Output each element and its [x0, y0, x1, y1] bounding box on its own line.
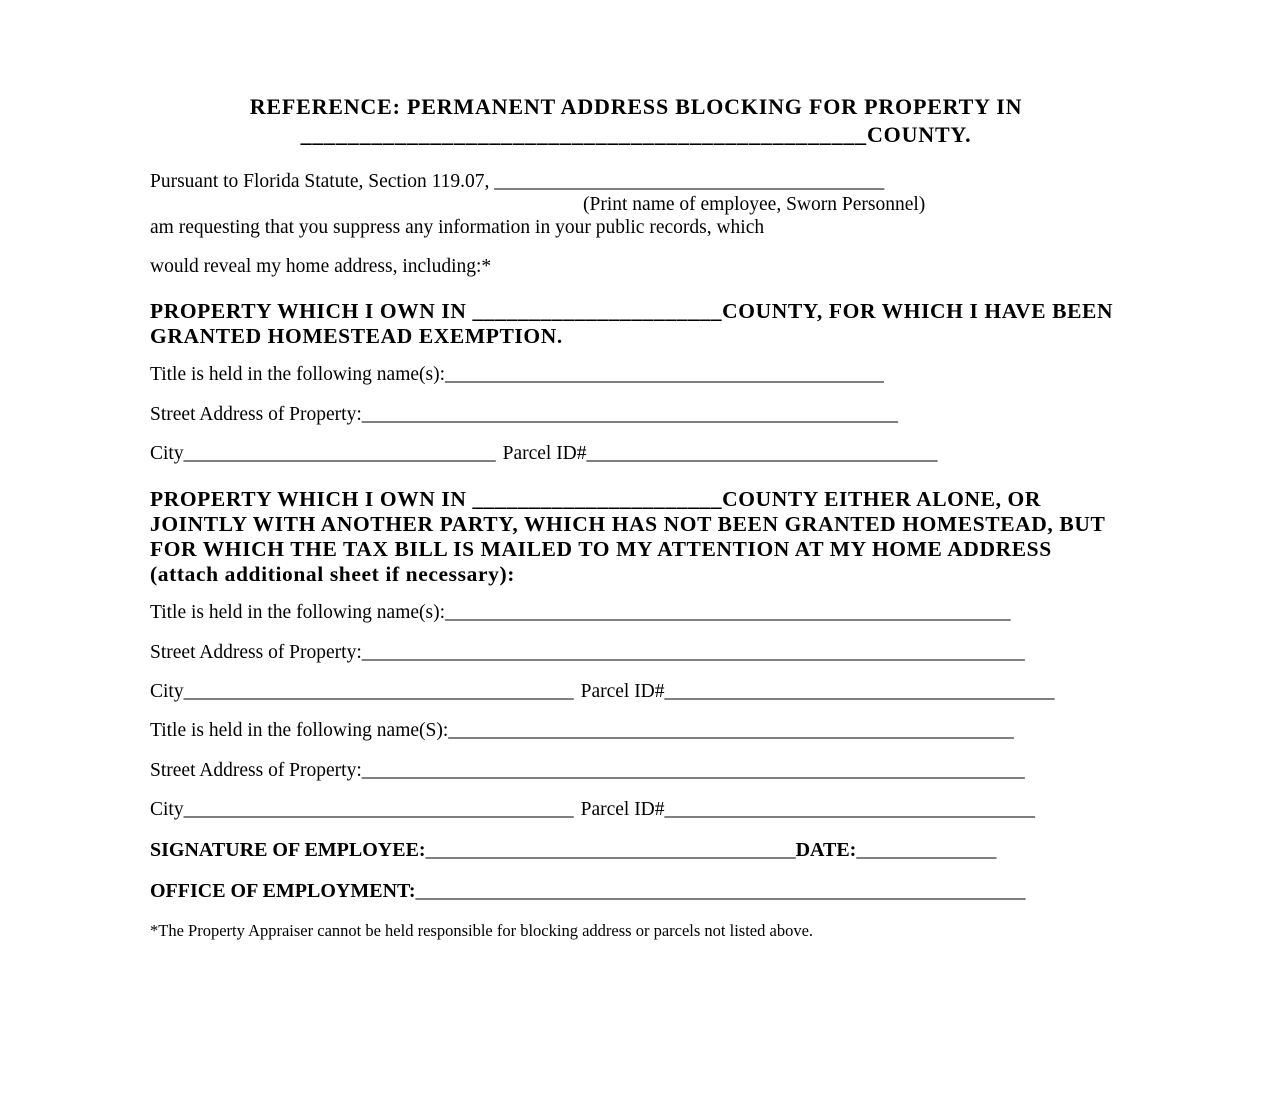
document-title [150, 93, 1122, 148]
date-blank: ______________ [856, 838, 997, 861]
field-line [150, 443, 1122, 465]
title-names-label: Title is held in the following name(S): [150, 720, 449, 742]
city-label: City [150, 443, 184, 465]
street-address-label: Street Address of Property: [150, 403, 362, 425]
street-address-blank: ____________________________________________________________________ [361, 759, 1025, 781]
section2-heading [150, 487, 1122, 588]
city-blank: ________________________________________ [183, 799, 574, 821]
field-line [150, 602, 1122, 624]
office-blank: _____________________________________________________________ [415, 879, 1026, 902]
title-county-label: COUNTY. [866, 121, 972, 147]
title-line1: REFERENCE: PERMANENT ADDRESS BLOCKING FOR PROPERTY IN [249, 94, 1023, 119]
street-address-blank: _______________________________________________________ [361, 403, 899, 425]
city-blank: ________________________________________ [183, 680, 574, 702]
parcel-id-blank: ______________________________________ [664, 799, 1036, 821]
street-address-blank: ____________________________________________________________________ [361, 641, 1025, 663]
request-line: am requesting that you suppress any information in your public records, which [150, 217, 765, 238]
signature-line [150, 839, 1122, 862]
field-line [150, 720, 1122, 742]
parcel-id-blank: ____________________________________ [586, 443, 938, 465]
city-label: City [150, 799, 184, 821]
reveal-line: would reveal my home address, including:* [150, 256, 492, 277]
parcel-id-label: Parcel ID# [580, 680, 665, 702]
field-line [150, 364, 1122, 386]
city-blank: ________________________________ [183, 443, 496, 465]
section2-heading-blank: ______________________ [472, 486, 723, 511]
office-label: OFFICE OF EMPLOYMENT: [150, 879, 416, 902]
parcel-id-label: Parcel ID# [502, 443, 587, 465]
field-line [150, 799, 1122, 821]
statute-line [150, 170, 1122, 193]
statute-label: Pursuant to Florida Statute, Section 119.07, [150, 171, 495, 192]
city-label: City [150, 680, 184, 702]
date-label: DATE: [795, 838, 857, 861]
street-address-label: Street Address of Property: [150, 759, 362, 781]
section1-heading [150, 299, 1122, 349]
field-line [150, 681, 1122, 703]
street-address-label: Street Address of Property: [150, 641, 362, 663]
signature-label: SIGNATURE OF EMPLOYEE: [150, 838, 426, 861]
signature-blank: _____________________________________ [425, 838, 796, 861]
field-line [150, 642, 1122, 664]
section1-heading-pre: PROPERTY WHICH I OWN IN [150, 299, 473, 323]
title-names-blank: __________________________________________________________ [448, 720, 1014, 742]
section1-heading-post: COUNTY, FOR WHICH I HAVE BEEN GRANTED HOMESTEAD EXEMPTION. [150, 299, 1114, 349]
title-names-blank: __________________________________________________________ [445, 602, 1011, 624]
title-names-label: Title is held in the following name(s): [150, 602, 446, 624]
parcel-id-blank: ________________________________________ [664, 680, 1055, 702]
field-line [150, 404, 1122, 426]
title-county-blank: ________________________________________________ [300, 121, 867, 147]
field-line [150, 760, 1122, 782]
footnote: *The Property Appraiser cannot be held responsible for blocking address or parcels not listed above. [150, 920, 814, 940]
employee-name-blank: ________________________________________ [494, 171, 885, 192]
print-name-caption: (Print name of employee, Sworn Personnel) [583, 194, 926, 215]
section2-heading-post: COUNTY EITHER ALONE, OR JOINTLY WITH ANOTHER PARTY, WHICH HAS NOT BEEN GRANTED HOMESTEAD, BUT FOR WHICH THE TAX BILL IS MAILED TO MY ATTENTION AT MY HOME ADDRESS (attach additional sheet if necessary): [150, 486, 1106, 586]
office-line [150, 880, 1122, 903]
parcel-id-label: Parcel ID# [580, 799, 665, 821]
section1-heading-blank: ______________________ [472, 299, 723, 323]
section2-heading-pre: PROPERTY WHICH I OWN IN [150, 486, 473, 511]
title-names-blank: _____________________________________________ [445, 364, 884, 386]
title-names-label: Title is held in the following name(s): [150, 364, 446, 386]
